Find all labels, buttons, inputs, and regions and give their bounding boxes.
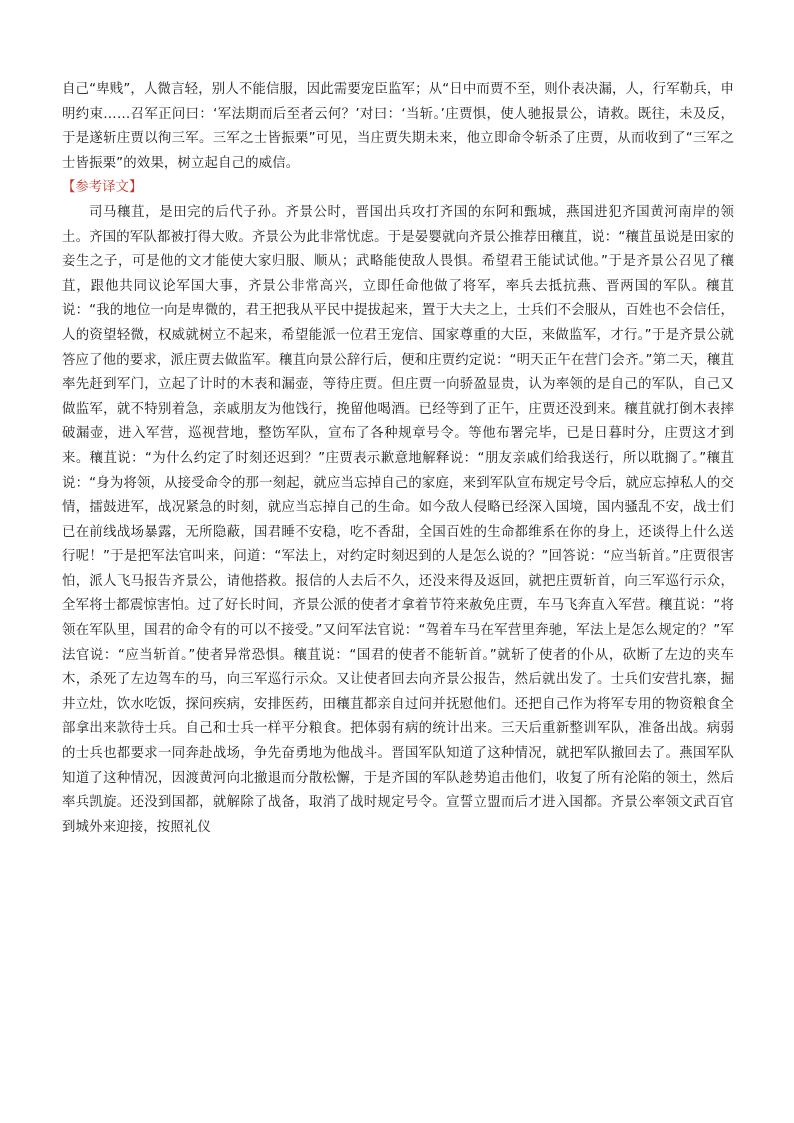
translation-paragraph: 司马穰苴，是田完的后代子孙。齐景公时，晋国出兵攻打齐国的东阿和甄城，燕国进犯齐国黄河南岸的领土。齐国的军队都被打得大败。齐景公为此非常忧虑。于是晏婴就向齐景公推荐田穰苴，说：“穰苴虽说是田家的妾生之子，可是他的文才能使大家归服、顺从；武略能使敌人畏惧。希望君王能试试他。”于是齐景公召见了穰苴，跟他共同议论军国大事，齐景公非常高兴，立即任命他做了将军，率兵去抵抗燕、晋两国的军队。穰苴说：“我的地位一向是卑微的，君王把我从平民中提拔起来，置于大夫之上，士兵们不会服从，百姓也不会信任，人的资望轻微，权威就树立不起来，希望能派一位君王宠信、国家尊重的大臣，来做监军，才行。”于是齐景公就答应了他的要求，派庄贾去做监军。穰苴向景公辞行后，便和庄贾约定说：“明天正午在营门会齐。”第二天，穰苴率先赶到军门，立起了计时的木表和漏壶，等待庄贾。但庄贾一向骄盈显贵，认为率领的是自己的军队，自己又做监军，就不特别着急，亲戚朋友为他饯行，挽留他喝酒。已经等到了正午，庄贾还没到来。穰苴就打倒木表摔破漏壶，进入军营，巡视营地，整饬军队，宣布了各种规章号令。等他布署完毕，已是日暮时分，庄贾这才到来。穰苴说：“为什么约定了时刻还迟到？”庄贾表示歉意地解释说：“朋友亲戚们给我送行，所以耽搁了。”穰苴说：“身为将领，从接受命令的那一刻起，就应当忘掉自己的家庭，来到军队宣布规定号令后，就应忘掉私人的交情，擂鼓进军，战况紧急的时刻，就应当忘掉自己的生命。如今敌人侵略已经深入国境，国内骚乱不安，战士们已在前线战场暴露，无所隐蔽，国君睡不安稳，吃不香甜，全国百姓的生命都维系在你的身上，还谈得上什么送行呢！”于是把军法官叫来，问道：“军法上，对约定时刻迟到的人是怎么说的？”回答说：“应当斩首。”庄贾很害怕，派人飞马报告齐景公，请他搭救。报信的人去后不久，还没来得及返回，就把庄贾斩首，向三军巡行示众，全军将士都震惊害怕。过了好长时间，齐景公派的使者才拿着节符来赦免庄贾，车马飞奔直入军营。穰苴说：“将领在军队里，国君的命令有的可以不接受。”又问军法官说：“驾着车马在军营里奔驰，军法上是怎么规定的？”军法官说：“应当斩首。”使者异常恐惧。穰苴说：“国君的使者不能斩首。”就斩了使者的仆从，砍断了左边的夹车木，杀死了左边驾车的马，向三军巡行示众。又让使者回去向齐景公报告，然后就出发了。士兵们安营扎寨，掘井立灶，饮水吃饭，探问疾病，安排医药，田穰苴都亲自过问并抚慰他们。还把自己作为将军专用的物资粮食全部拿出来款待士兵。自己和士兵一样平分粮食。把体弱有病的统计出来。三天后重新整训军队，准备出战。病弱的士兵也都要求一同奔赴战场，争先奋勇地为他战斗。晋国军队知道了这种情况，就把军队撤回去了。燕国军队知道了这种情况，因渡黄河向北撤退而分散松懈，于是齐国的军队趁势追击他们，收复了所有沦陷的领土，然后率兵凯旋。还没到国都，就解除了战备，取消了战时规定号令。宣誓立盟而后才进入国都。齐景公率领文武百官到城外来迎接，按照礼仪	[62, 204, 734, 835]
document-content	[62, 78, 734, 840]
translation-heading: 【参考译文】	[62, 180, 143, 196]
analysis-paragraph: 自己“卑贱”，人微言轻，别人不能信服，因此需要宠臣监军；从“日中而贾不至，则仆表决漏，人，行军勒兵，申明约束……召军正问曰：‘军法期而后至者云何？’对曰：‘当斩。’庄贾惧，使人驰报景公，请救。既往，未及反，于是遂斩庄贾以徇三军。三军之士皆振栗”可见，当庄贾失期未来，他立即命令斩杀了庄贾，从而收到了“三军之士皆振栗”的效果，树立起自己的威信。	[62, 82, 734, 171]
